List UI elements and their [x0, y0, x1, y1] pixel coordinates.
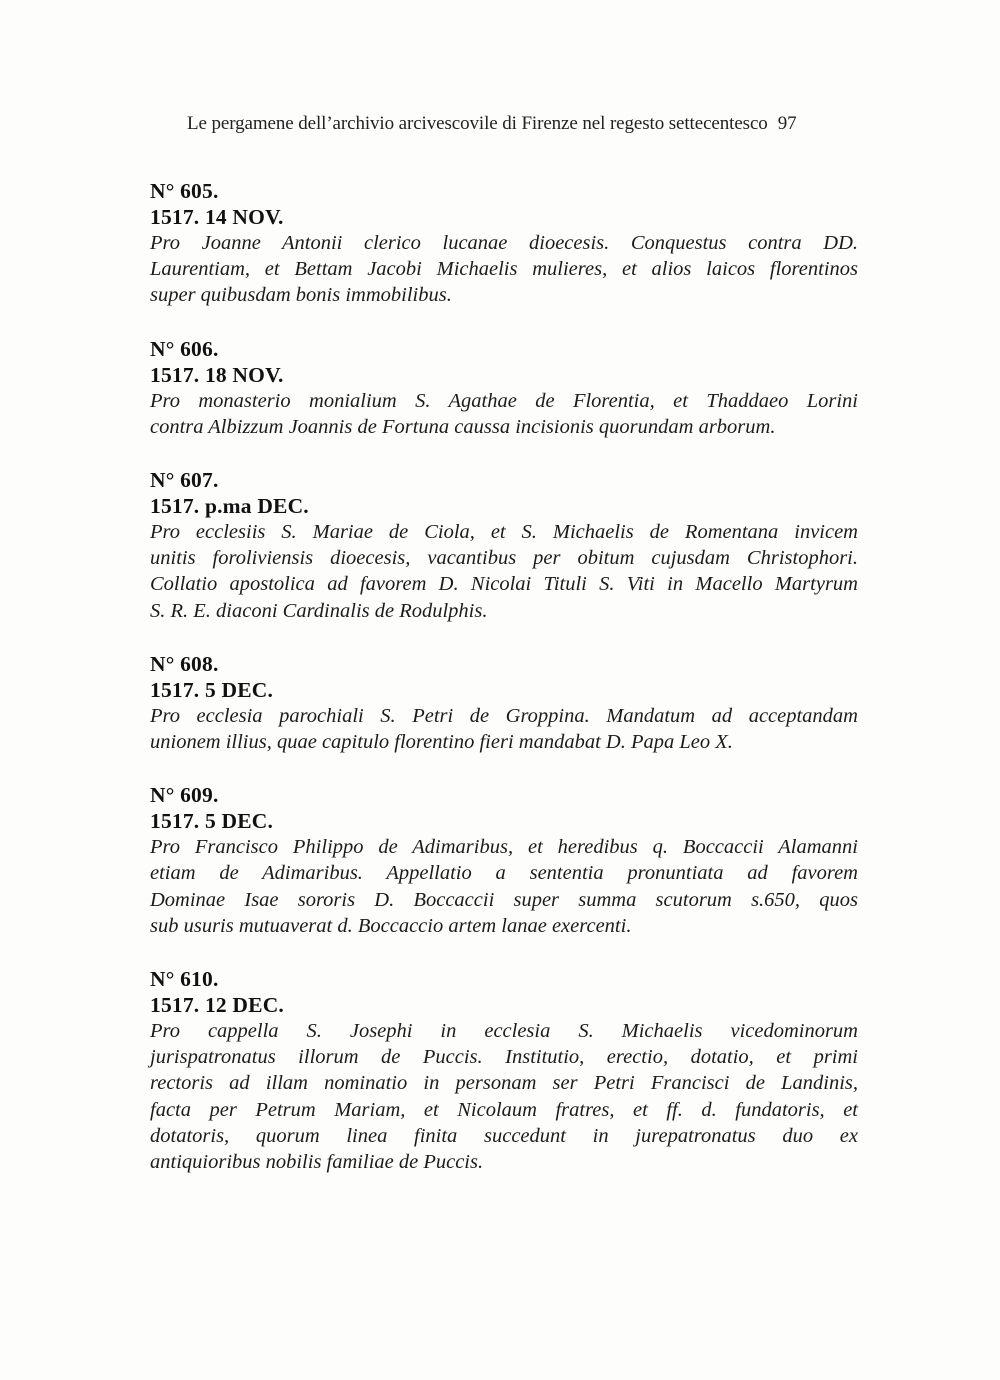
entry-date: 1517. 5 DEC.	[150, 677, 274, 702]
entry-number: N° 609.	[150, 783, 219, 808]
summary-line: S. R. E. diaconi Cardinalis de Rodulphis.	[150, 599, 488, 622]
entry-date: 1517. 12 DEC.	[150, 993, 284, 1018]
summary-line: super quibusdam bonis immobilibus.	[150, 284, 452, 307]
entry-number: N° 608.	[150, 651, 219, 676]
entry-number: N° 606.	[150, 336, 219, 361]
page-number: 97	[777, 113, 797, 134]
entry-date: 1517. 18 NOV.	[150, 362, 284, 387]
summary-line: Pro Francisco Philippo de Adimaribus, et heredibus q. Boccaccii Alamanni	[150, 836, 858, 859]
entry-summary	[150, 1018, 858, 1175]
summary-line: unitis foroliviensis dioecesis, vacantibus per obitum cujusdam Christophori.	[150, 547, 858, 570]
entry-summary	[150, 703, 858, 755]
running-header	[187, 113, 867, 135]
entry-606	[150, 336, 858, 440]
entry-607	[150, 467, 858, 624]
summary-line: Pro monasterio monialium S. Agathae de Florentia, et Thaddaeo Lorini	[150, 389, 858, 412]
summary-line: Collatio apostolica ad favorem D. Nicolai Tituli S. Viti in Macello Martyrum	[150, 573, 858, 596]
summary-line: facta per Petrum Mariam, et Nicolaum fratres, et ff. d. fundatoris, et	[150, 1098, 858, 1121]
summary-line: contra Albizzum Joannis de Fortuna caussa incisionis quorundam arborum.	[150, 415, 776, 438]
entry-610	[150, 966, 858, 1175]
summary-line: Pro cappella S. Josephi in ecclesia S. Michaelis vicedominorum	[150, 1020, 858, 1043]
entry-date: 1517. 14 NOV.	[150, 205, 284, 229]
entry-number: N° 607.	[150, 468, 219, 493]
running-title: Le pergamene dell’archivio arcivescovile di Firenze nel regesto settecentesco	[187, 113, 768, 134]
summary-line: sub usuris mutuaverat d. Boccaccio artem lanae exercenti.	[150, 914, 632, 937]
summary-line: Pro ecclesia parochiali S. Petri de Groppina. Mandatum ad acceptandam	[150, 704, 858, 727]
entry-date: 1517. 5 DEC.	[150, 809, 274, 834]
entry-date: 1517. p.ma DEC.	[150, 494, 309, 519]
entry-605	[150, 178, 858, 309]
entry-609	[150, 782, 858, 939]
entry-summary	[150, 230, 858, 309]
regesto-entries	[150, 178, 858, 1202]
summary-line: dotatoris, quorum linea finita succedunt in jurepatronatus duo ex	[150, 1124, 858, 1147]
summary-line: unionem illius, quae capitulo florentino fieri mandabat D. Papa Leo X.	[150, 731, 733, 754]
entry-summary	[150, 388, 858, 440]
summary-line: Dominae Isae sororis D. Boccaccii super summa scutorum s.650, quos	[150, 888, 858, 911]
summary-line: antiquioribus nobilis familiae de Puccis.	[150, 1151, 484, 1174]
entry-number: N° 605.	[150, 179, 219, 203]
entry-number: N° 610.	[150, 967, 219, 992]
entry-summary	[150, 519, 858, 624]
entry-summary	[150, 834, 858, 939]
summary-line: etiam de Adimaribus. Appellatio a sententia pronuntiata ad favorem	[150, 862, 858, 885]
entry-608	[150, 651, 858, 755]
summary-line: Pro ecclesiis S. Mariae de Ciola, et S. Michaelis de Romentana invicem	[150, 521, 858, 544]
summary-line: jurispatronatus illorum de Puccis. Institutio, erectio, dotatio, et primi	[150, 1046, 858, 1069]
summary-line: Laurentiam, et Bettam Jacobi Michaelis mulieres, et alios laicos florentinos	[150, 258, 858, 281]
summary-line: rectoris ad illam nominatio in personam ser Petri Francisci de Landinis,	[150, 1072, 858, 1095]
summary-line: Pro Joanne Antonii clerico lucanae dioecesis. Conquestus contra DD.	[150, 232, 858, 254]
